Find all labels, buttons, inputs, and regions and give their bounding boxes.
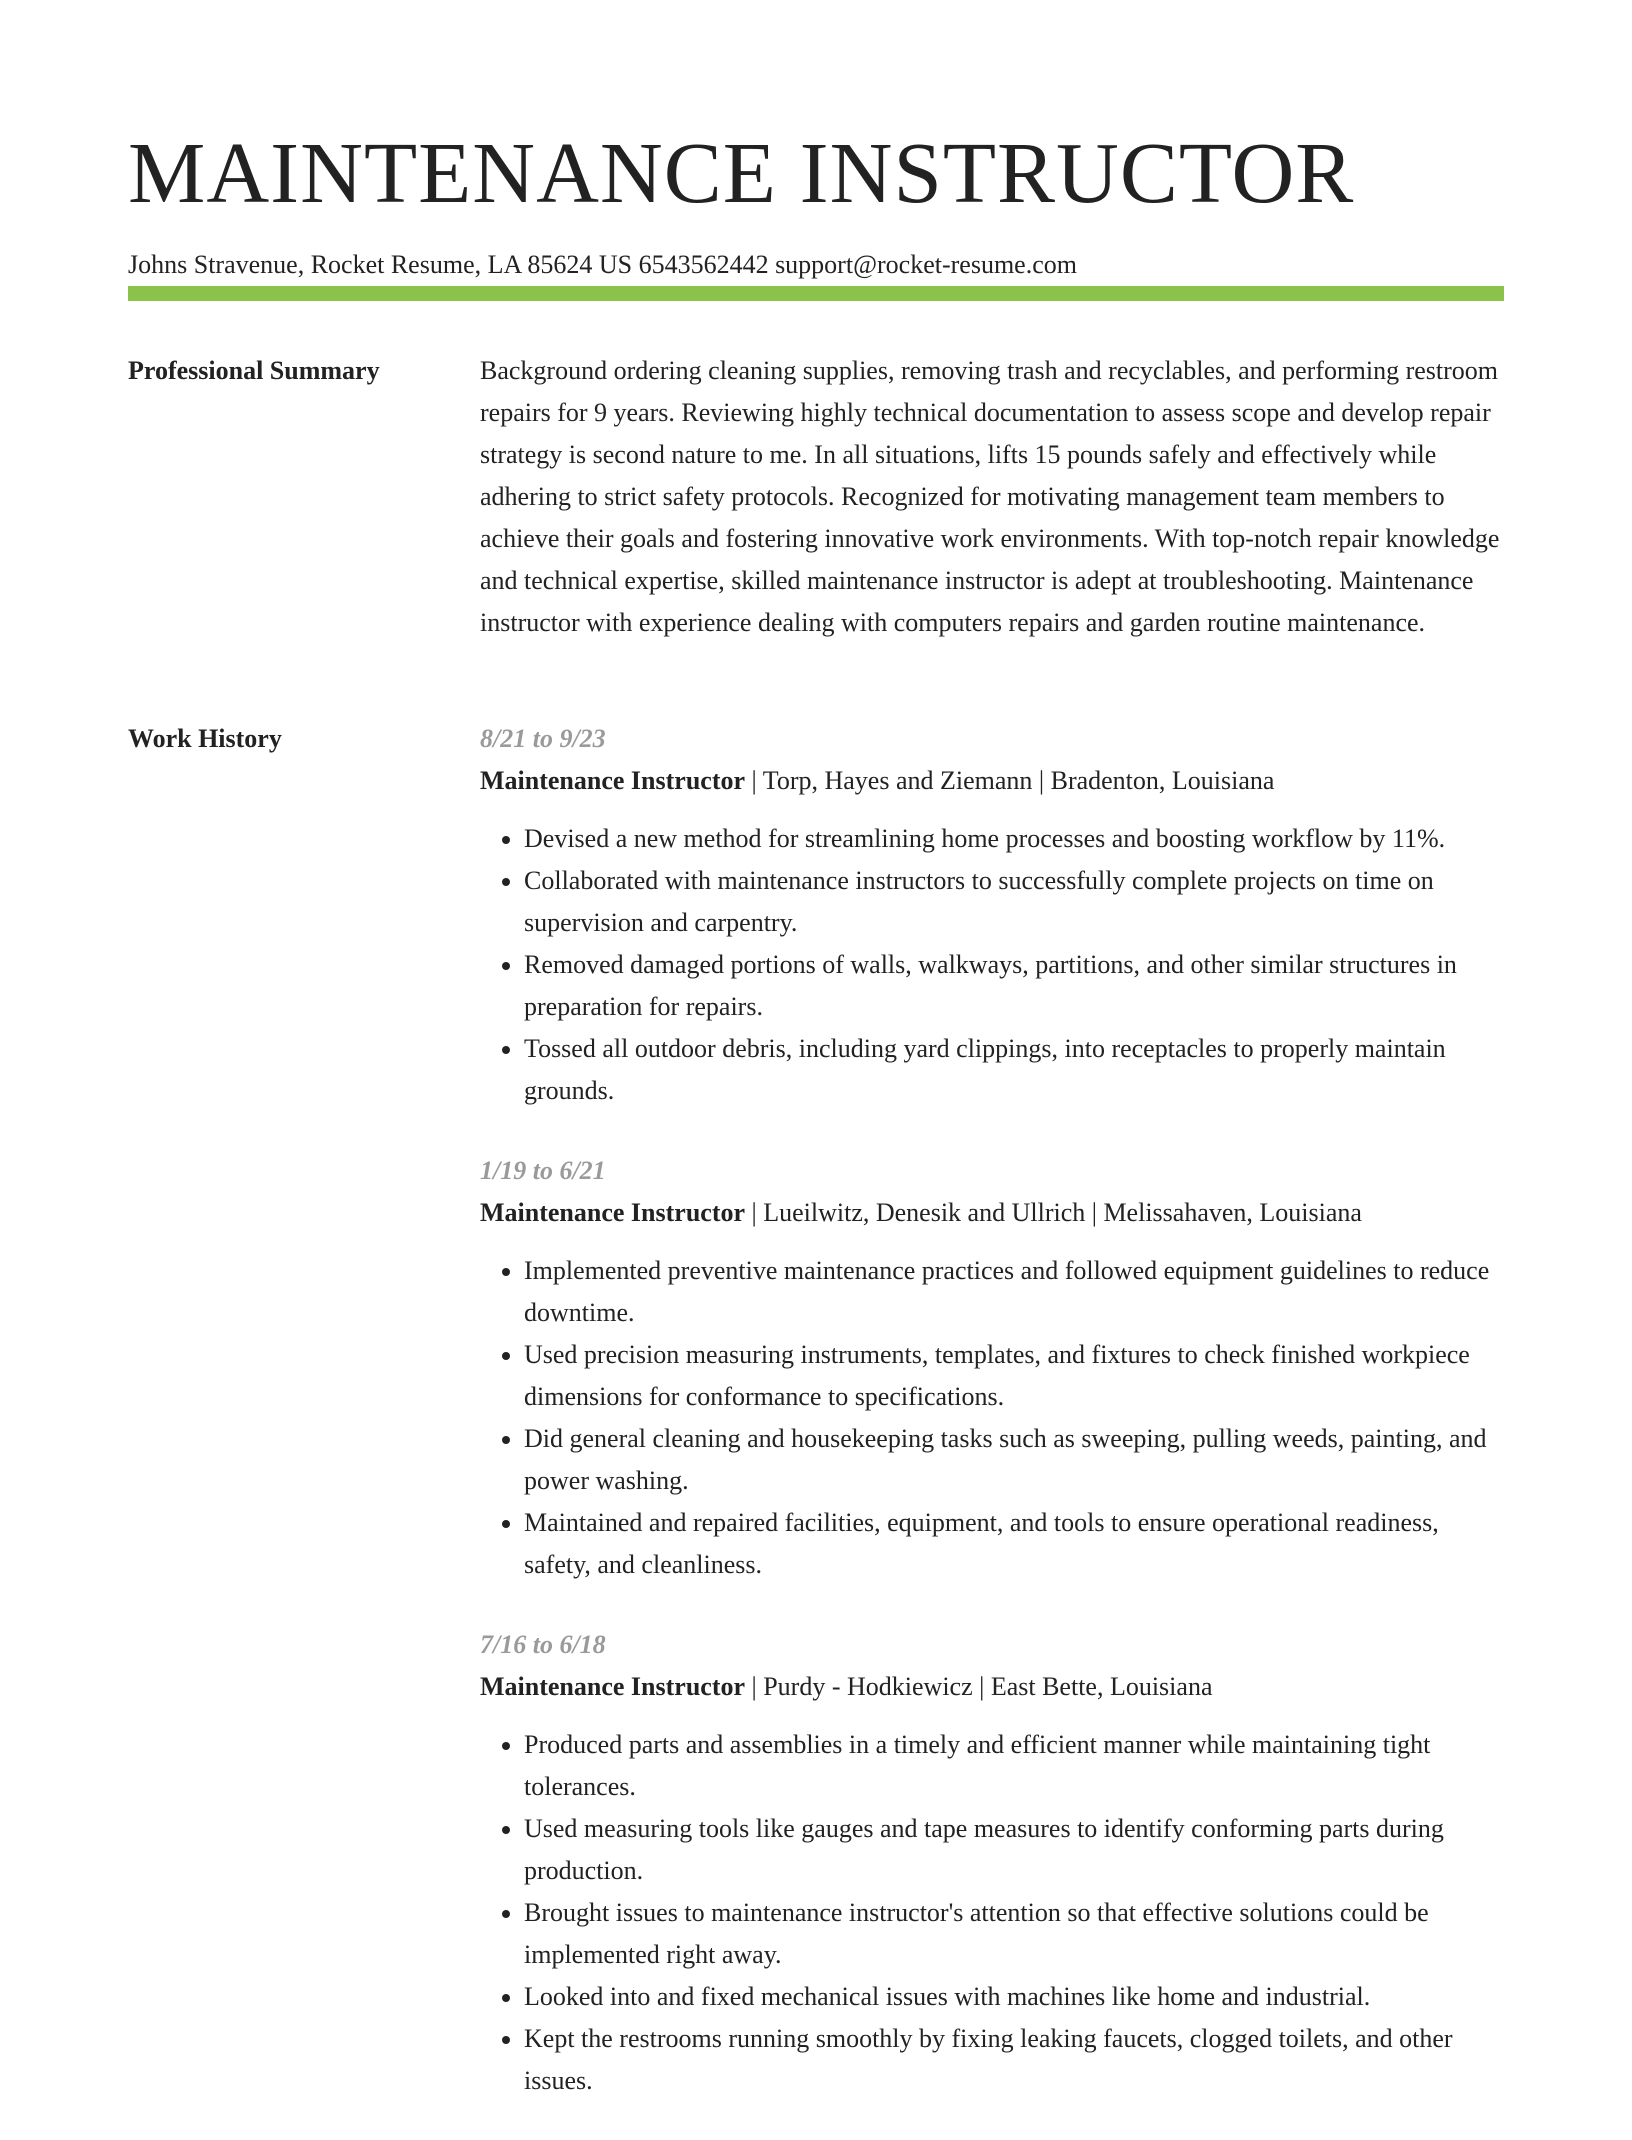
summary-body: [480, 350, 1504, 644]
job-details: | Lueilwitz, Denesik and Ullrich | Melissahaven, Louisiana: [745, 1198, 1362, 1227]
job-title-line: [480, 760, 1504, 802]
job-bullet: • Looked into and fixed mechanical issues with machines like home and industrial.: [524, 1976, 1504, 2018]
job-bullet: • Used precision measuring instruments, templates, and fixtures to check finished workpiece dimensions for conformance to specifications.: [524, 1334, 1504, 1418]
resume-title: MAINTENANCE INSTRUCTOR: [128, 124, 1355, 221]
job-bullet: • Tossed all outdoor debris, including yard clippings, into receptacles to properly maintain grounds.: [524, 1028, 1504, 1112]
job-bullet: • Did general cleaning and housekeeping tasks such as sweeping, pulling weeds, painting, and power washing.: [524, 1418, 1504, 1502]
job-details: | Torp, Hayes and Ziemann | Bradenton, Louisiana: [745, 766, 1275, 795]
job-title-line: [480, 1192, 1504, 1234]
job-dates: 8/21 to 9/23: [480, 724, 606, 753]
job-role: Maintenance Instructor: [480, 1672, 746, 1701]
job-bullet: • Used measuring tools like gauges and tape measures to identify conforming parts during production.: [524, 1808, 1504, 1892]
job-bullet: • Collaborated with maintenance instructors to successfully complete projects on time on supervision and carpentry.: [524, 860, 1504, 944]
job-dates: 7/16 to 6/18: [480, 1630, 606, 1659]
job-title-line: [480, 1666, 1504, 1708]
job-role: Maintenance Instructor: [480, 766, 746, 795]
job-entry: [480, 1624, 1504, 2102]
summary-text: Background ordering cleaning supplies, removing trash and recyclables, and performing restroom repairs for 9 years. Reviewing highly technical documentation to assess scope and develop repair strategy is second nature to me. In all situations, lifts 15 pounds safely and effectively while adhering to strict safety protocols. Recognized for motivating management team members to achieve their goals and fostering innovative work environments. With top-notch repair knowledge and technical expertise, skilled maintenance instructor is adept at troubleshooting. Maintenance instructor with experience dealing with computers repairs and garden routine maintenance.: [480, 356, 1500, 637]
job-bullet: • Devised a new method for streamlining home processes and boosting workflow by 11%.: [524, 818, 1504, 860]
job-bullets: [480, 1724, 1504, 2102]
job-bullet: • Brought issues to maintenance instructor's attention so that effective solutions could be implemented right away.: [524, 1892, 1504, 1976]
job-entry: [480, 1150, 1504, 1586]
job-role: Maintenance Instructor: [480, 1198, 746, 1227]
contact-line: Johns Stravenue, Rocket Resume, LA 85624 US 6543562442 support@rocket-resume.com: [128, 250, 1077, 279]
job-bullet: • Maintained and repaired facilities, equipment, and tools to ensure operational readiness, safety, and cleanliness.: [524, 1502, 1504, 1586]
section-label-summary: Professional Summary: [128, 356, 380, 385]
job-bullet: • Produced parts and assemblies in a timely and efficient manner while maintaining tight tolerances.: [524, 1724, 1504, 1808]
job-details: | Purdy - Hodkiewicz | East Bette, Louisiana: [745, 1672, 1213, 1701]
job-dates: 1/19 to 6/21: [480, 1156, 606, 1185]
job-bullets: [480, 1250, 1504, 1586]
job-bullet: • Kept the restrooms running smoothly by fixing leaking faucets, clogged toilets, and other issues.: [524, 2018, 1504, 2102]
resume-header: [128, 118, 1504, 282]
accent-divider: [128, 286, 1504, 301]
job-bullets: [480, 818, 1504, 1112]
job-bullet: • Implemented preventive maintenance practices and followed equipment guidelines to reduce downtime.: [524, 1250, 1504, 1334]
work-history-body: [480, 718, 1504, 2140]
job-bullet: • Removed damaged portions of walls, walkways, partitions, and other similar structures in preparation for repairs.: [524, 944, 1504, 1028]
section-label-work-history: Work History: [128, 724, 282, 753]
job-entry: [480, 718, 1504, 1112]
